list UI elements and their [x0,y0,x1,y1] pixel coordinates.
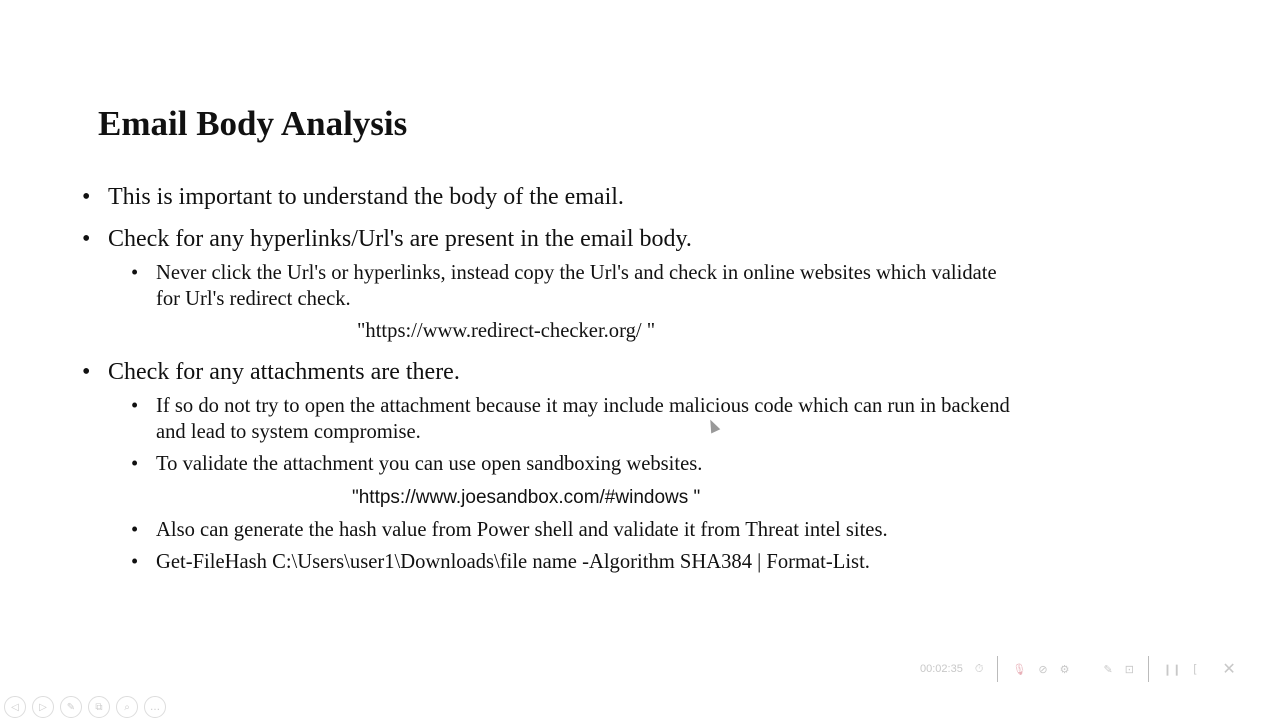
microphone-icon[interactable]: 🎙 [1012,663,1027,676]
slide-nav-controls [4,696,166,718]
sub-bullet-line: and lead to system compromise. [156,421,421,443]
previous-slide-icon[interactable]: ◁ [4,696,26,718]
bullet-dot: • [131,551,139,573]
sub-bullet-line: Also can generate the hash value from Power shell and validate it from Threat intel sites. [156,519,888,541]
recording-timer: 00:02:35 [920,663,963,675]
sub-bullet-line: If so do not try to open the attachment because it may include malicious code which can run in backend [156,395,1010,417]
bullet-dot: • [131,262,139,284]
timer-icon[interactable]: ⏱ [974,662,984,675]
divider [1148,656,1149,682]
bullet-dot: • [131,453,139,475]
stop-icon[interactable]: [ [1193,663,1197,675]
bullet-dot: • [82,184,91,210]
sub-bullet-line: To validate the attachment you can use open sandboxing websites. [156,453,703,475]
bullet-dot: • [82,226,91,252]
joesandbox-url: "https://www.joesandbox.com/#windows " [352,487,701,508]
bullet-dot: • [131,519,139,541]
more-options-icon[interactable]: … [144,696,166,718]
bullet-1: This is important to understand the body of the email. [108,184,624,210]
bullet-dot: • [131,395,139,417]
bullet-dot: • [82,359,91,385]
sub-bullet-line: Get-FileHash C:\Users\user1\Downloads\file name -Algorithm SHA384 | Format-List. [156,551,870,573]
mouse-cursor-icon [706,417,721,433]
bullet-2: Check for any hyperlinks/Url's are present in the email body. [108,226,692,252]
sub-bullet-line: for Url's redirect check. [156,288,351,310]
close-icon[interactable]: ✕ [1222,661,1236,678]
screenshot-icon[interactable]: ⊡ [1124,663,1134,676]
pause-icon[interactable]: ❙❙ [1162,663,1182,676]
recorder-toolbar [914,656,1242,682]
settings-icon[interactable]: ⚙ [1059,663,1070,676]
zoom-icon[interactable]: ⌕ [116,696,138,718]
next-slide-icon[interactable]: ▷ [32,696,54,718]
sub-bullet-line: Never click the Url's or hyperlinks, instead copy the Url's and check in online websites which validate [156,262,997,284]
redirect-checker-url: "https://www.redirect-checker.org/ " [357,320,656,342]
camera-off-icon[interactable]: ⊘ [1038,663,1048,676]
pen-icon[interactable]: ✎ [1103,663,1113,676]
pen-tool-icon[interactable]: ✎ [60,696,82,718]
bullet-3: Check for any attachments are there. [108,359,460,385]
see-all-slides-icon[interactable]: ⧉ [88,696,110,718]
slide-title: Email Body Analysis [98,104,408,143]
divider [997,656,998,682]
